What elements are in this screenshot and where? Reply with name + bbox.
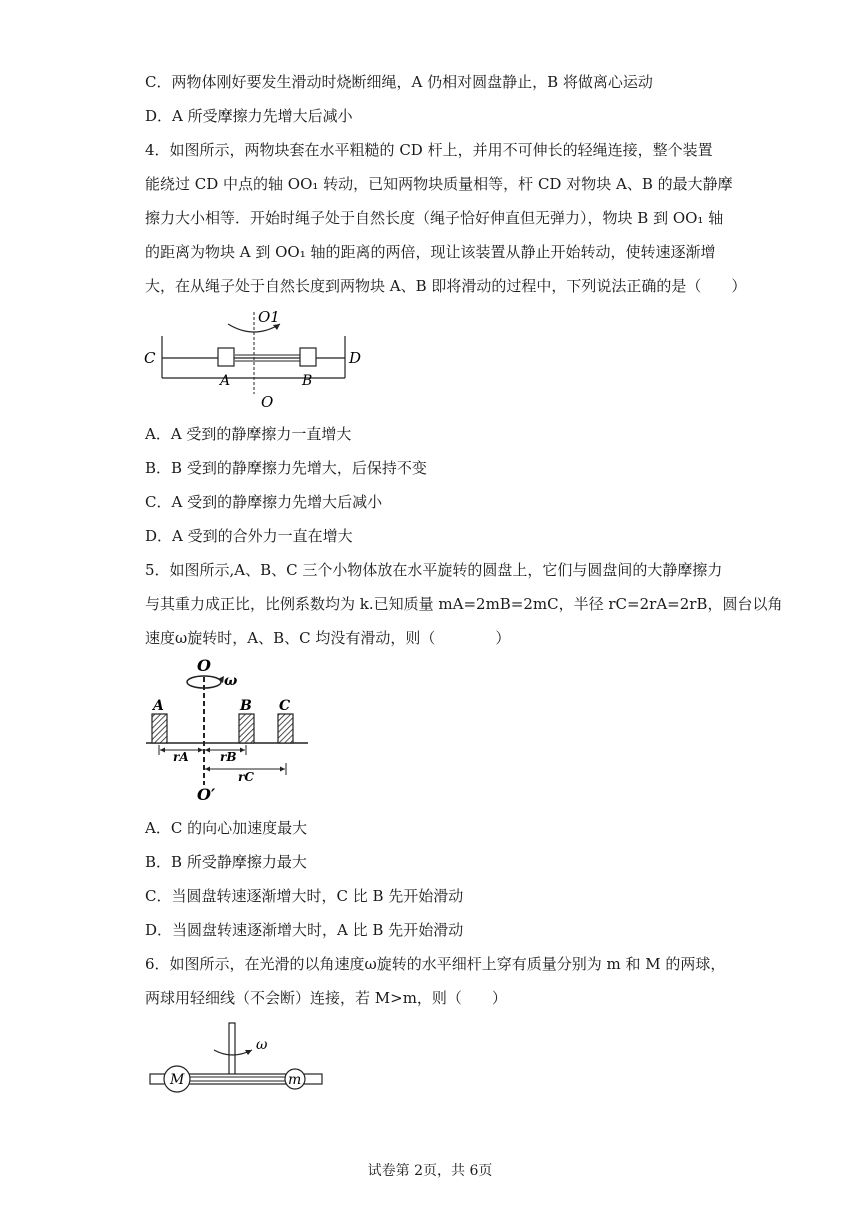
label-o-prime: O′ (197, 785, 216, 803)
text-line: D．当圆盘转速逐渐增大时，A 比 B 先开始滑动 (145, 921, 464, 939)
label-b: B (302, 373, 313, 389)
label-rc: rC (238, 770, 254, 784)
text-line: D．A 受到的合外力一直在增大 (145, 527, 353, 545)
label-c: C (144, 349, 156, 367)
text-line: 速度ω旋转时，A、B、C 均没有滑动，则（ ） (145, 629, 511, 647)
disk-abc-figure (140, 655, 320, 803)
text-line: B．B 所受静摩擦力最大 (145, 853, 307, 871)
label-d: D (349, 349, 362, 367)
text-line: A．A 受到的静摩擦力一直增大 (145, 425, 352, 443)
label-a: A (153, 698, 164, 714)
text-line: C．当圆盘转速逐渐增大时，C 比 B 先开始滑动 (145, 887, 464, 905)
text-line: A．C 的向心加速度最大 (145, 819, 308, 837)
text-line: 与其重力成正比，比例系数均为 k.已知质量 mA=2mB=2mC，半径 rC=2rA=2rB，圆台以角 (145, 595, 783, 613)
label-b: B (240, 698, 252, 714)
label-o: O (261, 393, 274, 411)
label-rb: rB (220, 750, 237, 764)
block-b (300, 348, 316, 366)
label-o1: O1 (258, 308, 280, 326)
block-b (239, 714, 254, 743)
page-footer: 试卷第 2页，共 6页 (367, 1163, 493, 1179)
text-line: 能绕过 CD 中点的轴 OO₁ 转动，已知两物块质量相等，杆 CD 对物块 A、B 的最大静摩 (145, 175, 733, 193)
label-c: C (279, 698, 291, 714)
label-big-m: M (170, 1072, 185, 1088)
text-line: 大，在从绳子处于自然长度到两物块 A、B 即将滑动的过程中，下列说法正确的是（ ） (145, 277, 747, 295)
text-line: B．B 受到的静摩擦力先增大，后保持不变 (145, 459, 427, 477)
block-a (218, 348, 234, 366)
text-line: D．A 所受摩擦力先增大后减小 (145, 107, 353, 125)
text-line: 两球用轻细线（不会断）连接，若 M>m，则（ ） (145, 989, 507, 1007)
label-omega: ω (256, 1037, 268, 1053)
text-line: 5．如图所示,A、B、C 三个小物体放在水平旋转的圆盘上，它们与圆盘间的大静摩擦力 (145, 561, 723, 579)
rod-balls-figure (140, 1018, 340, 1098)
label-omega: ω (224, 673, 238, 689)
label-small-m: m (288, 1072, 302, 1088)
text-line: C．两物体刚好要发生滑动时烧断细绳，A 仍相对圆盘静止，B 将做离心运动 (145, 73, 653, 91)
text-line: C．A 受到的静摩擦力先增大后减小 (145, 493, 383, 511)
label-o: O (197, 656, 211, 675)
block-c (278, 714, 293, 743)
text-line: 6．如图所示，在光滑的以角速度ω旋转的水平细杆上穿有质量分别为 m 和 M 的两球， (145, 955, 726, 973)
text-line: 4．如图所示，两物块套在水平粗糙的 CD 杆上，并用不可伸长的轻绳连接，整个装置 (145, 141, 713, 159)
label-a: A (220, 373, 231, 389)
rod-cd-figure (140, 300, 380, 415)
label-ra: rA (173, 750, 189, 764)
block-a (152, 714, 167, 743)
vertical-shaft (229, 1023, 235, 1078)
text-line: 的距离为物块 A 到 OO₁ 轴的距离的两倍，现让该装置从静止开始转动，使转速逐渐增 (145, 243, 716, 261)
text-line: 擦力大小相等．开始时绳子处于自然长度（绳子恰好伸直但无弹力），物块 B 到 OO₁ 轴 (145, 209, 724, 227)
